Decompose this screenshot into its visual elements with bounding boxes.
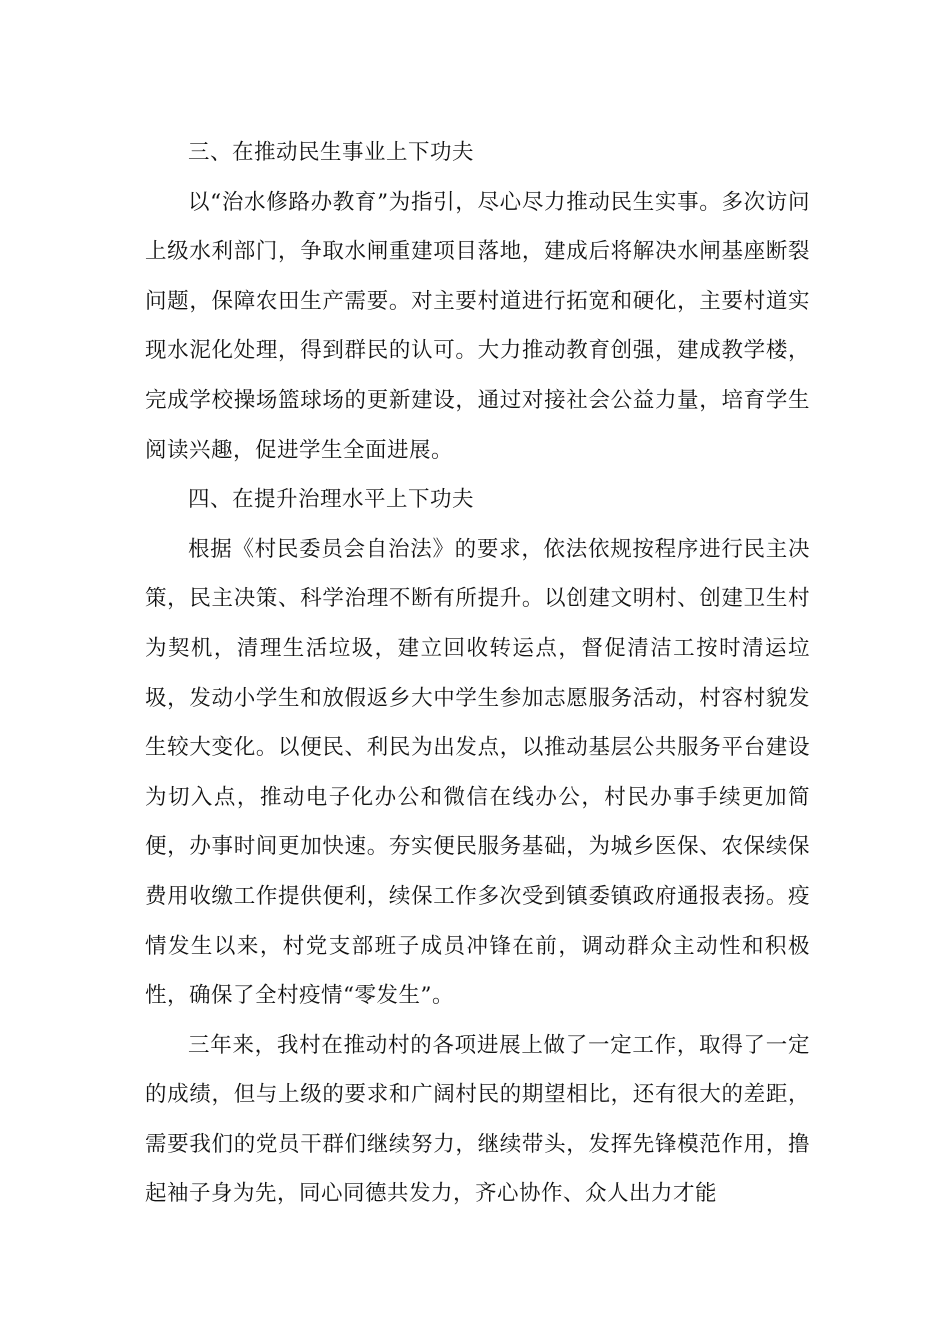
section-paragraph-3: 以“治水修路办教育”为指引，尽心尽力推动民生实事。多次访问上级水利部门，争取水闸重建项目落地，建成后将解决水闸基座断裂问题，保障农田生产需要。对主要村道进行拓宽和硬化，主要村道实现水泥化处理，得到群民的认可。大力推动教育创强，建成教学楼，完成学校操场篮球场的更新建设，通过对接社会公益力量，培育学生阅读兴趣，促进学生全面进展。 — [145, 189, 810, 463]
document-body — [145, 128, 810, 1219]
summary-paragraph: 三年来，我村在推动村的各项进展上做了一定工作，取得了一定的成绩，但与上级的要求和广阔村民的期望相比，还有很大的差距，需要我们的党员干群们继续努力，继续带头，发挥先锋模范作用，撸起袖子身为先，同心同德共发力，齐心协作、众人出力才能 — [145, 1032, 810, 1207]
section-heading-3: 三、在推动民生事业上下功夫 — [188, 140, 475, 165]
section-heading-4: 四、在提升治理水平上下功夫 — [188, 487, 475, 513]
section-paragraph-4: 根据《村民委员会自治法》的要求，依法依规按程序进行民主决策，民主决策、科学治理不断有所提升。以创建文明村、创建卫生村为契机，清理生活垃圾，建立回收转运点，督促清洁工按时清运垃圾，发动小学生和放假返乡大中学生参加志愿服务活动，村容村貌发生较大变化。以便民、利民为出发点，以推动基层公共服务平台建设为切入点，推动电子化办公和微信在线办公，村民办事手续更加简便，办事时间更加快速。夯实便民服务基础，为城乡医保、农保续保费用收缴工作提供便利，续保工作多次受到镇委镇政府通报表扬。疫情发生以来，村党支部班子成员冲锋在前，调动群众主动性和积极性，确保了全村疫情“零发生”。 — [145, 536, 810, 1009]
